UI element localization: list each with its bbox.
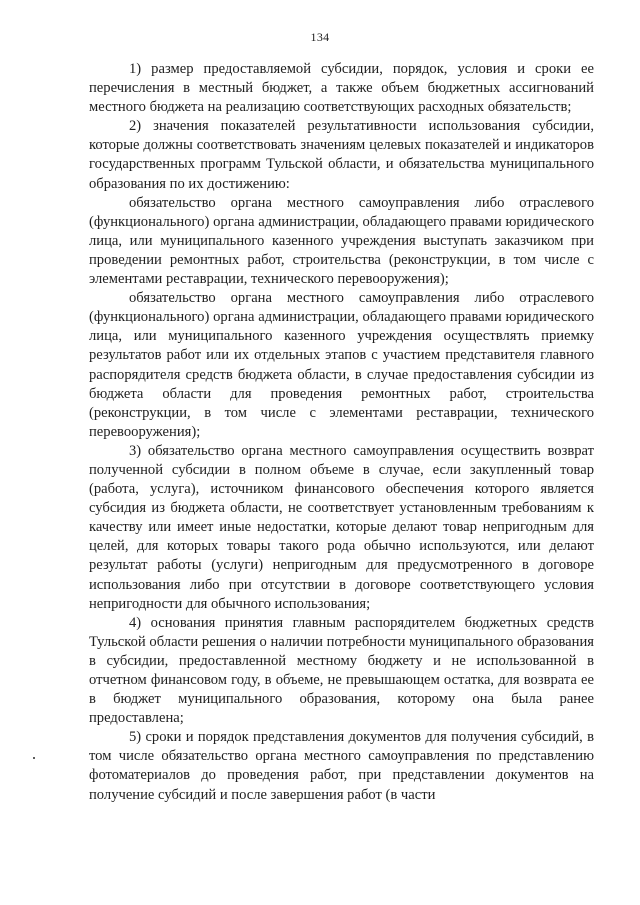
document-body: [89, 60, 594, 805]
paragraph-6: 4) основания принятия главным распорядителем бюджетных средств Тульской области решения о наличии потребности муниципального образования в субсидии, предоставленной местному бюджету и не использованной в отчетном финансовом году, в объеме, не превышающем остатка, для возврата ее в бюджет муниципального образования, которому она была ранее предоставлена;: [89, 614, 594, 727]
paragraph-5: 3) обязательство органа местного самоуправления осуществить возврат полученной субсидии в полном объеме в случае, если закупленный товар (работа, услуга), источником финансового обеспечения которого является субсидия из бюджета области, не соответствует установленным требованиям к качеству или имеет иные недостатки, которые делают товар непригодным для целей, для которых товары такого рода обычно используются, или делают результат работы (услуги) непригодным для предусмотренного в договоре использования либо при отсутствии в договоре соответствующего условия непригодности для обычного использования;: [89, 442, 594, 612]
paragraph-1: 1) размер предоставляемой субсидии, порядок, условия и сроки ее перечисления в местный бюджет, а также объем бюджетных ассигнований местного бюджета на реализацию соответствующих расходных обязательств;: [89, 61, 594, 116]
paragraph-2: 2) значения показателей результативности использования субсидии, которые должны соответствовать значениям целевых показателей и индикаторов государственных программ Тульской области, и обязательства муниципального образования по их достижению:: [89, 118, 594, 192]
page-number: 134: [310, 30, 330, 44]
paragraph-3: обязательство органа местного самоуправления либо отраслевого (функционального) органа администрации, обладающего правами юридического лица, или муниципального казенного учреждения выступать заказчиком при проведении ремонтных работ, строительства (реконструкции, в том числе с элементами реставрации, технического перевооружения);: [89, 194, 594, 288]
paragraph-4: обязательство органа местного самоуправления либо отраслевого (функционального) органа администрации, обладающего правами юридического лица, или муниципального казенного учреждения осуществлять приемку результатов работ или их отдельных этапов с участием представителя главного распорядителя средств бюджета области, в случае предоставления субсидии из бюджета области для проведения ремонтных работ, строительства (реконструкции, в том числе с элементами реставрации, технического перевооружения);: [89, 290, 594, 440]
margin-speck: [33, 757, 35, 759]
paragraph-7: 5) сроки и порядок представления документов для получения субсидий, в том числе обязательство органа местного самоуправления по представлению фотоматериалов до проведения работ, при представлении документов на получение субсидий и после завершения работ (в части: [89, 729, 594, 803]
